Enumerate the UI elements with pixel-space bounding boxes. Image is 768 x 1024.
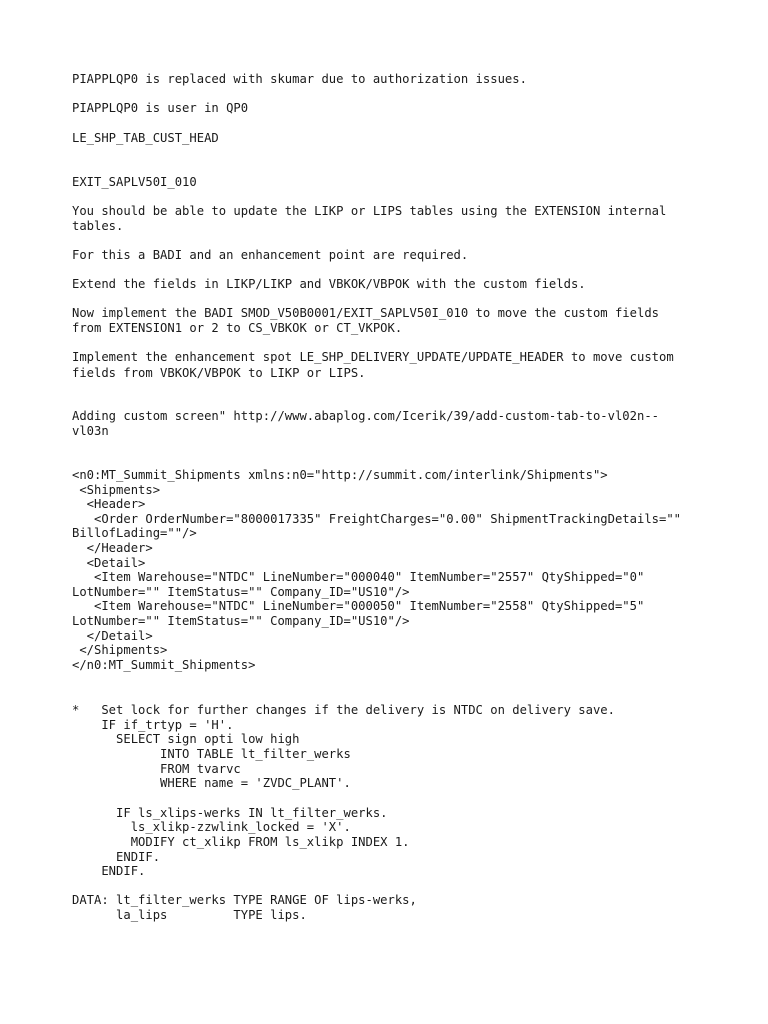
text-line: tables. [72, 219, 124, 233]
text-line: You should be able to update the LIKP or LIPS tables using the EXTENSION internal [72, 204, 667, 218]
code-line: </Detail> [72, 629, 153, 643]
code-line: <n0:MT_Summit_Shipments xmlns:n0="http://summit.com/interlink/Shipments"> [72, 468, 608, 482]
code-line: LotNumber="" ItemStatus="" Company_ID="US10"/> [72, 614, 410, 628]
code-line: </Header> [72, 541, 153, 555]
text-line: PIAPPLQP0 is user in QP0 [72, 101, 249, 115]
text-line: PIAPPLQP0 is replaced with skumar due to authorization issues. [72, 72, 527, 86]
code-line: IF if_trtyp = 'H'. [72, 718, 234, 732]
code-line: DATA: lt_filter_werks TYPE RANGE OF lips-werks, [72, 893, 417, 907]
code-line: <Detail> [72, 556, 146, 570]
code-line: <Item Warehouse="NTDC" LineNumber="000050" ItemNumber="2558" QtyShipped="5" [72, 599, 645, 613]
code-line: FROM tvarvc [72, 762, 241, 776]
text-line: fields from VBKOK/VBPOK to LIKP or LIPS. [72, 366, 366, 380]
code-line: ENDIF. [72, 850, 161, 864]
code-line: LotNumber="" ItemStatus="" Company_ID="US10"/> [72, 585, 410, 599]
text-line: Implement the enhancement spot LE_SHP_DELIVERY_UPDATE/UPDATE_HEADER to move custom [72, 350, 674, 364]
code-line: * Set lock for further changes if the delivery is NTDC on delivery save. [72, 703, 615, 717]
text-line: Now implement the BADI SMOD_V50B0001/EXIT_SAPLV50I_010 to move the custom fields [72, 306, 659, 320]
text-line: from EXTENSION1 or 2 to CS_VBKOK or CT_VKPOK. [72, 321, 403, 335]
text-line: Adding custom screen" http://www.abaplog.com/Icerik/39/add-custom-tab-to-vl02n-- [72, 409, 659, 423]
code-line: ls_xlikp-zzwlink_locked = 'X'. [72, 820, 351, 834]
code-line: BillofLading=""/> [72, 526, 197, 540]
code-line: <Header> [72, 497, 146, 511]
code-line: INTO TABLE lt_filter_werks [72, 747, 351, 761]
code-line: MODIFY ct_xlikp FROM ls_xlikp INDEX 1. [72, 835, 410, 849]
text-line: EXIT_SAPLV50I_010 [72, 175, 197, 189]
code-line: la_lips TYPE lips. [72, 908, 307, 922]
code-line: </Shipments> [72, 643, 168, 657]
code-line: <Shipments> [72, 483, 161, 497]
code-line: </n0:MT_Summit_Shipments> [72, 658, 256, 672]
code-line: <Order OrderNumber="8000017335" FreightCharges="0.00" ShipmentTrackingDetails="" [72, 512, 682, 526]
code-line: WHERE name = 'ZVDC_PLANT'. [72, 776, 351, 790]
code-line: IF ls_xlips-werks IN lt_filter_werks. [72, 806, 388, 820]
text-line: Extend the fields in LIKP/LIKP and VBKOK/VBPOK with the custom fields. [72, 277, 586, 291]
code-line: <Item Warehouse="NTDC" LineNumber="000040" ItemNumber="2557" QtyShipped="0" [72, 570, 645, 584]
code-line: SELECT sign opti low high [72, 732, 300, 746]
text-line: LE_SHP_TAB_CUST_HEAD [72, 131, 219, 145]
text-line: vl03n [72, 424, 109, 438]
code-line: ENDIF. [72, 864, 146, 878]
text-line: For this a BADI and an enhancement point are required. [72, 248, 469, 262]
